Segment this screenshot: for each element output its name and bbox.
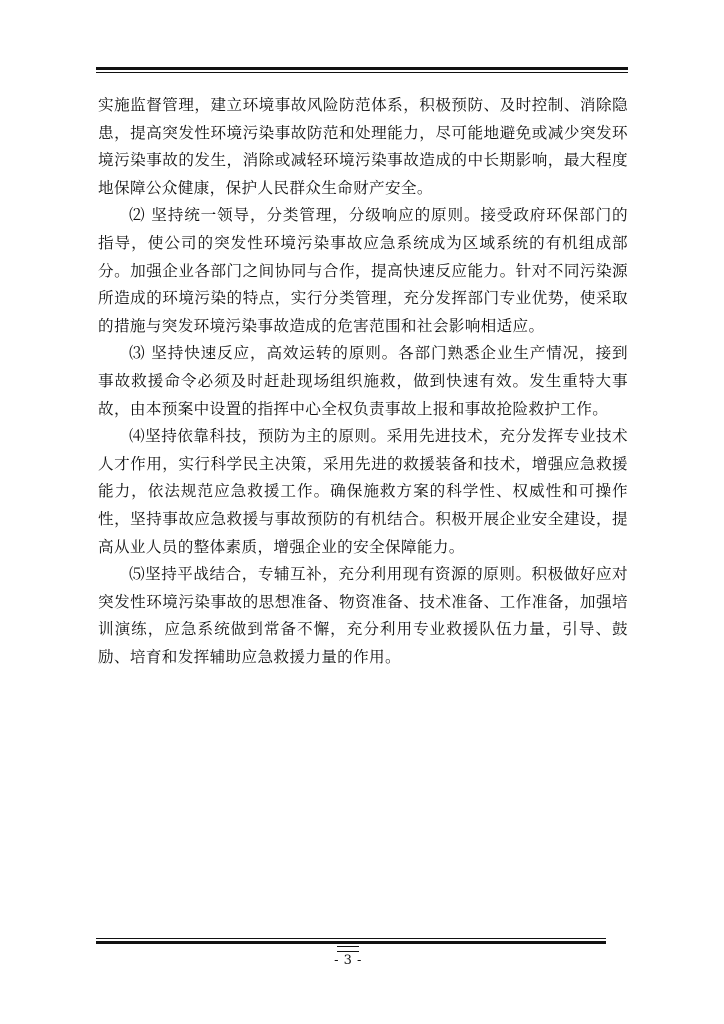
page-marker-bars xyxy=(337,946,359,952)
header-rule-thin xyxy=(96,72,628,73)
paragraph-principle-3: ⑶ 坚持快速反应，高效运转的原则。各部门熟悉企业生产情况，接到事故救援命令必须及时赶赴现场组织施救，做到快速有效。发生重特大事故，由本预案中设置的指挥中心全权负责事故上报和事故抢险救护工作。 xyxy=(98,344,628,418)
footer-rule-thick xyxy=(96,941,606,944)
paragraph-principle-2: ⑵ 坚持统一领导，分类管理，分级响应的原则。接受政府环保部门的指导，使公司的突发性环境污染事故应急系统成为区域系统的有机组成部分。加强企业各部门之间协同与合作，提高快速反应能力。针对不同污染源所造成的环境污染的特点，实行分类管理，充分发挥部门专业优势，使采取的措施与突发环境污染事故造成的危害范围和社会影响相适应。 xyxy=(98,206,628,335)
paragraph-principle-4: ⑷坚持依靠科技，预防为主的原则。采用先进技术，充分发挥专业技术人才作用，实行科学民主决策，采用先进的救援装备和技术，增强应急救援能力，依法规范应急救援工作。确保施救方案的科学性、权威性和可操作性，坚持事故应急救援与事故预防的有机结合。积极开展企业安全建设，提高从业人员的整体素质，增强企业的安全保障能力。 xyxy=(98,427,628,556)
header-rule-thick xyxy=(96,67,628,70)
paragraph-continuation: 实施监督管理，建立环境事故风险防范体系，积极预防、及时控制、消除隐患，提高突发性环境污染事故防范和处理能力，尽可能地避免或减少突发环境污染事故的发生，消除或减轻环境污染事故造成的中长期影响，最大程度地保障公众健康，保护人民群众生命财产安全。 xyxy=(98,96,628,197)
page-number: - 3 - xyxy=(334,953,362,968)
document-body xyxy=(98,92,628,671)
footer-rule-thin xyxy=(96,938,606,939)
paragraph-principle-5: ⑸坚持平战结合，专辅互补，充分利用现有资源的原则。积极做好应对突发性环境污染事故的思想准备、物资准备、技术准备、工作准备，加强培训演练，应急系统做到常备不懈，充分利用专业救援队伍力量，引导、鼓励、培育和发挥辅助应急救援力量的作用。 xyxy=(98,565,628,666)
